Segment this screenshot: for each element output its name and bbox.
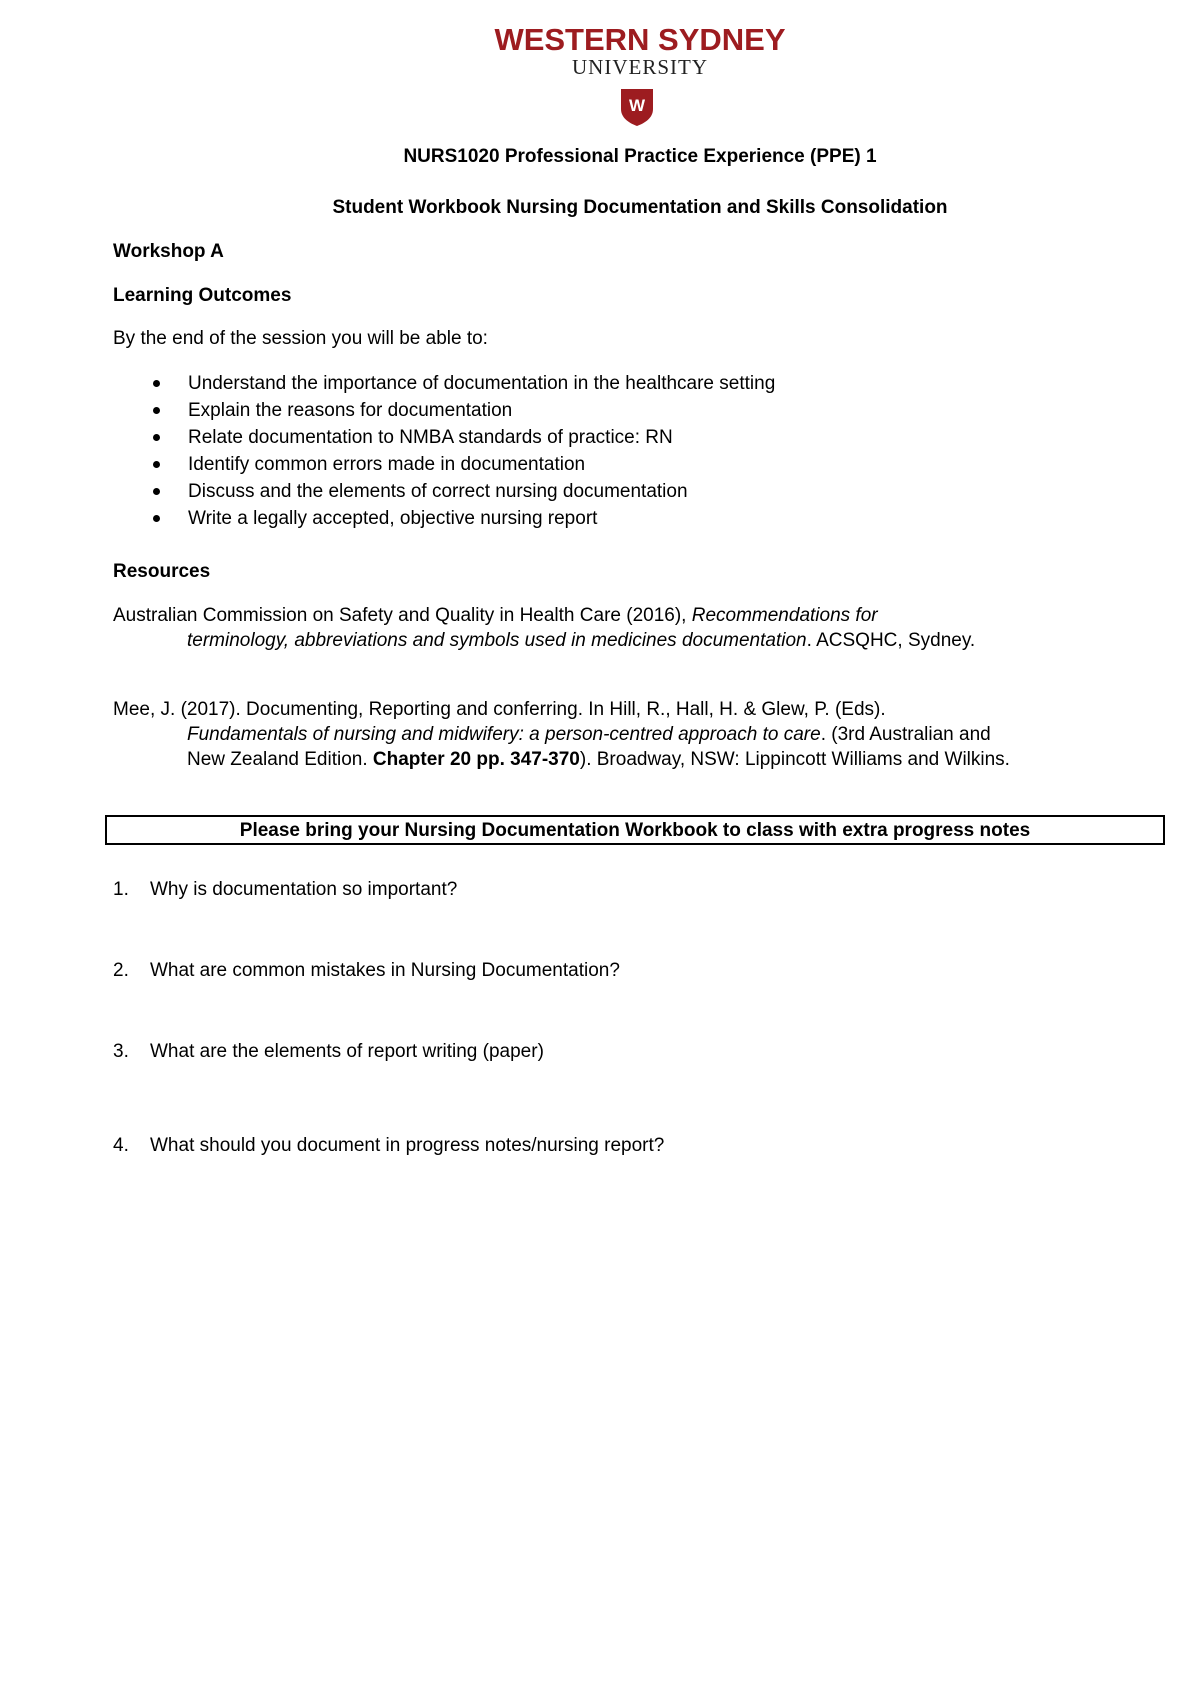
- question-item: 1. Why is documentation so important?: [113, 879, 458, 900]
- learning-outcomes-list: [150, 370, 775, 532]
- list-item: Discuss and the elements of correct nursing documentation: [150, 478, 775, 505]
- learning-outcomes-intro: By the end of the session you will be able to:: [113, 328, 488, 349]
- list-item: Understand the importance of documentation in the healthcare setting: [150, 370, 775, 397]
- notice-box: Please bring your Nursing Documentation Workbook to class with extra progress notes: [105, 815, 1165, 845]
- course-title: NURS1020 Professional Practice Experience (PPE) 1: [403, 146, 877, 167]
- bullet-icon: [153, 407, 160, 414]
- logo-wordmark: WESTERN SYDNEY: [494, 22, 786, 57]
- question-item: 3. What are the elements of report writing (paper): [113, 1041, 544, 1062]
- list-item: Explain the reasons for documentation: [150, 397, 775, 424]
- list-item: Write a legally accepted, objective nursing report: [150, 505, 775, 532]
- workshop-label: Workshop A: [113, 241, 224, 262]
- question-item: 4. What should you document in progress notes/nursing report?: [113, 1135, 665, 1156]
- resources-heading: Resources: [113, 561, 211, 582]
- reference-1: Australian Commission on Safety and Quality in Health Care (2016), Recommendations for terminology, abbreviations and symbols used in medicines documentation. ACSQHC, Sydney.: [113, 605, 976, 651]
- learning-outcomes-heading: Learning Outcomes: [113, 285, 292, 306]
- workbook-title: Student Workbook Nursing Documentation and Skills Consolidation: [332, 197, 948, 218]
- shield-letter: W: [628, 96, 646, 115]
- bullet-icon: [153, 488, 160, 495]
- list-item: Relate documentation to NMBA standards of practice: RN: [150, 424, 775, 451]
- reference-2: Mee, J. (2017). Documenting, Reporting and conferring. In Hill, R., Hall, H. & Glew, P. (Eds). Fundamentals of nursing and midwifery: a person-centred approach to care. (3rd Australian and New Zealand Edition. Chapter 20 pp. 347-370). Broadway, NSW: Lippincott Williams and Wilkins.: [113, 699, 1010, 770]
- university-shield-icon: [619, 87, 655, 127]
- logo-subtitle: UNIVERSITY: [572, 55, 708, 79]
- bullet-icon: [153, 515, 160, 522]
- list-item: Identify common errors made in documentation: [150, 451, 775, 478]
- bullet-icon: [153, 380, 160, 387]
- bullet-icon: [153, 434, 160, 441]
- question-item: 2. What are common mistakes in Nursing Documentation?: [113, 960, 620, 981]
- bullet-icon: [153, 461, 160, 468]
